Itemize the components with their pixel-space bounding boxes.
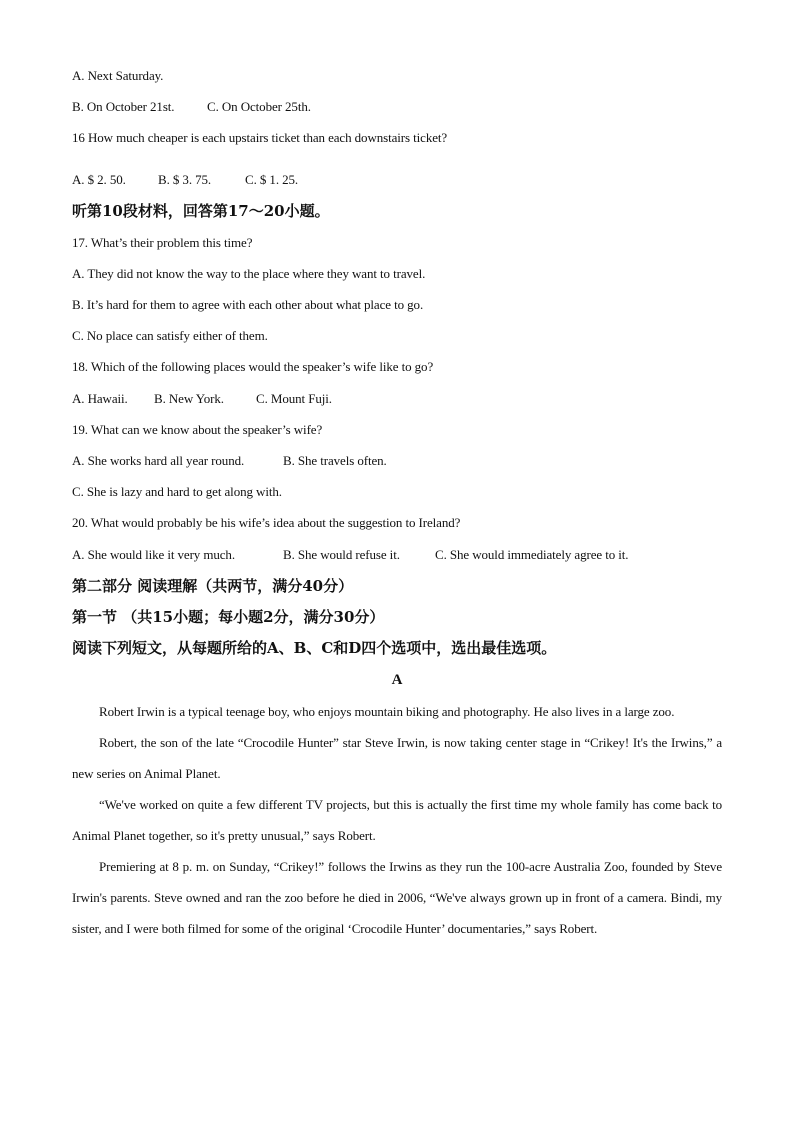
q20-options [72, 547, 628, 563]
q16-question: 16 How much cheaper is each upstairs ticket than each downstairs ticket? [72, 130, 448, 145]
q19-option-c: C. She is lazy and hard to get along with. [72, 484, 282, 499]
q15-options-bc [72, 99, 311, 115]
q16-option-a: A. $ 2. 50. [72, 172, 126, 187]
section1-heading: 第一节 （共15小题；每小题2分，满分30分） [72, 608, 385, 626]
paragraph-4: Premiering at 8 p. m. on Sunday, “Crikey!” follows the Irwins as they run the 100-acre Australia Zoo, founded by Steve Irwin's parents. Steve owned and ran the zoo before he died in 2006, “We've always grown up in front of a camera. Bindi, my sister, and I were both filmed for some of the original ‘Crocodile Hunter’ documentaries,” says Robert. [72, 859, 722, 936]
q16-option-c: C. $ 1. 25. [245, 172, 299, 187]
paragraph-2: Robert, the son of the late “Crocodile Hunter” star Steve Irwin, is now taking center stage in “Crikey! It's the Irwins,” a new series on Animal Planet. [72, 735, 722, 781]
q17-option-c: C. No place can satisfy either of them. [72, 328, 268, 343]
q15-option-b: B. On October 21st. [72, 99, 175, 114]
q20-option-a: A. She would like it very much. [72, 547, 235, 562]
q19-option-b: B. She travels often. [283, 453, 387, 468]
passage-label: A [391, 672, 403, 688]
q18-question: 18. Which of the following places would the speaker’s wife like to go? [72, 359, 434, 374]
q20-question: 20. What would probably be his wife’s idea about the suggestion to Ireland? [72, 515, 461, 530]
q15-option-c: C. On October 25th. [207, 99, 311, 114]
q19-question: 19. What can we know about the speaker’s wife? [72, 422, 323, 437]
q18-options [72, 391, 332, 407]
q18-option-a: A. Hawaii. [72, 391, 128, 406]
paragraph-3: “We've worked on quite a few different TV projects, but this is actually the first time my whole family has come back to Animal Planet together, so it's pretty unusual,” says Robert. [72, 797, 722, 843]
q15-option-a: A. Next Saturday. [72, 68, 164, 83]
q19-options-ab [72, 453, 387, 469]
paragraph-1: Robert Irwin is a typical teenage boy, who enjoys mountain biking and photography. He also lives in a large zoo. [99, 704, 675, 719]
q16-options [72, 172, 298, 188]
q18-option-c: C. Mount Fuji. [256, 391, 332, 406]
q17-option-a: A. They did not know the way to the place where they want to travel. [72, 266, 426, 281]
q19-option-a: A. She works hard all year round. [72, 453, 245, 468]
section10-heading: 听第10段材料，回答第17～20小题。 [72, 202, 330, 220]
instruction-text: 阅读下列短文，从每题所给的A、B、C和D四个选项中，选出最佳选项。 [72, 639, 557, 657]
q20-option-c: C. She would immediately agree to it. [435, 547, 629, 562]
part2-heading: 第二部分 阅读理解（共两节，满分40分） [72, 577, 354, 595]
q17-question: 17. What’s their problem this time? [72, 235, 253, 250]
q18-option-b: B. New York. [154, 391, 224, 406]
q16-option-b: B. $ 3. 75. [158, 172, 212, 187]
q20-option-b: B. She would refuse it. [283, 547, 400, 562]
passage-body [0, 696, 794, 944]
q17-option-b: B. It’s hard for them to agree with each other about what place to go. [72, 297, 424, 312]
